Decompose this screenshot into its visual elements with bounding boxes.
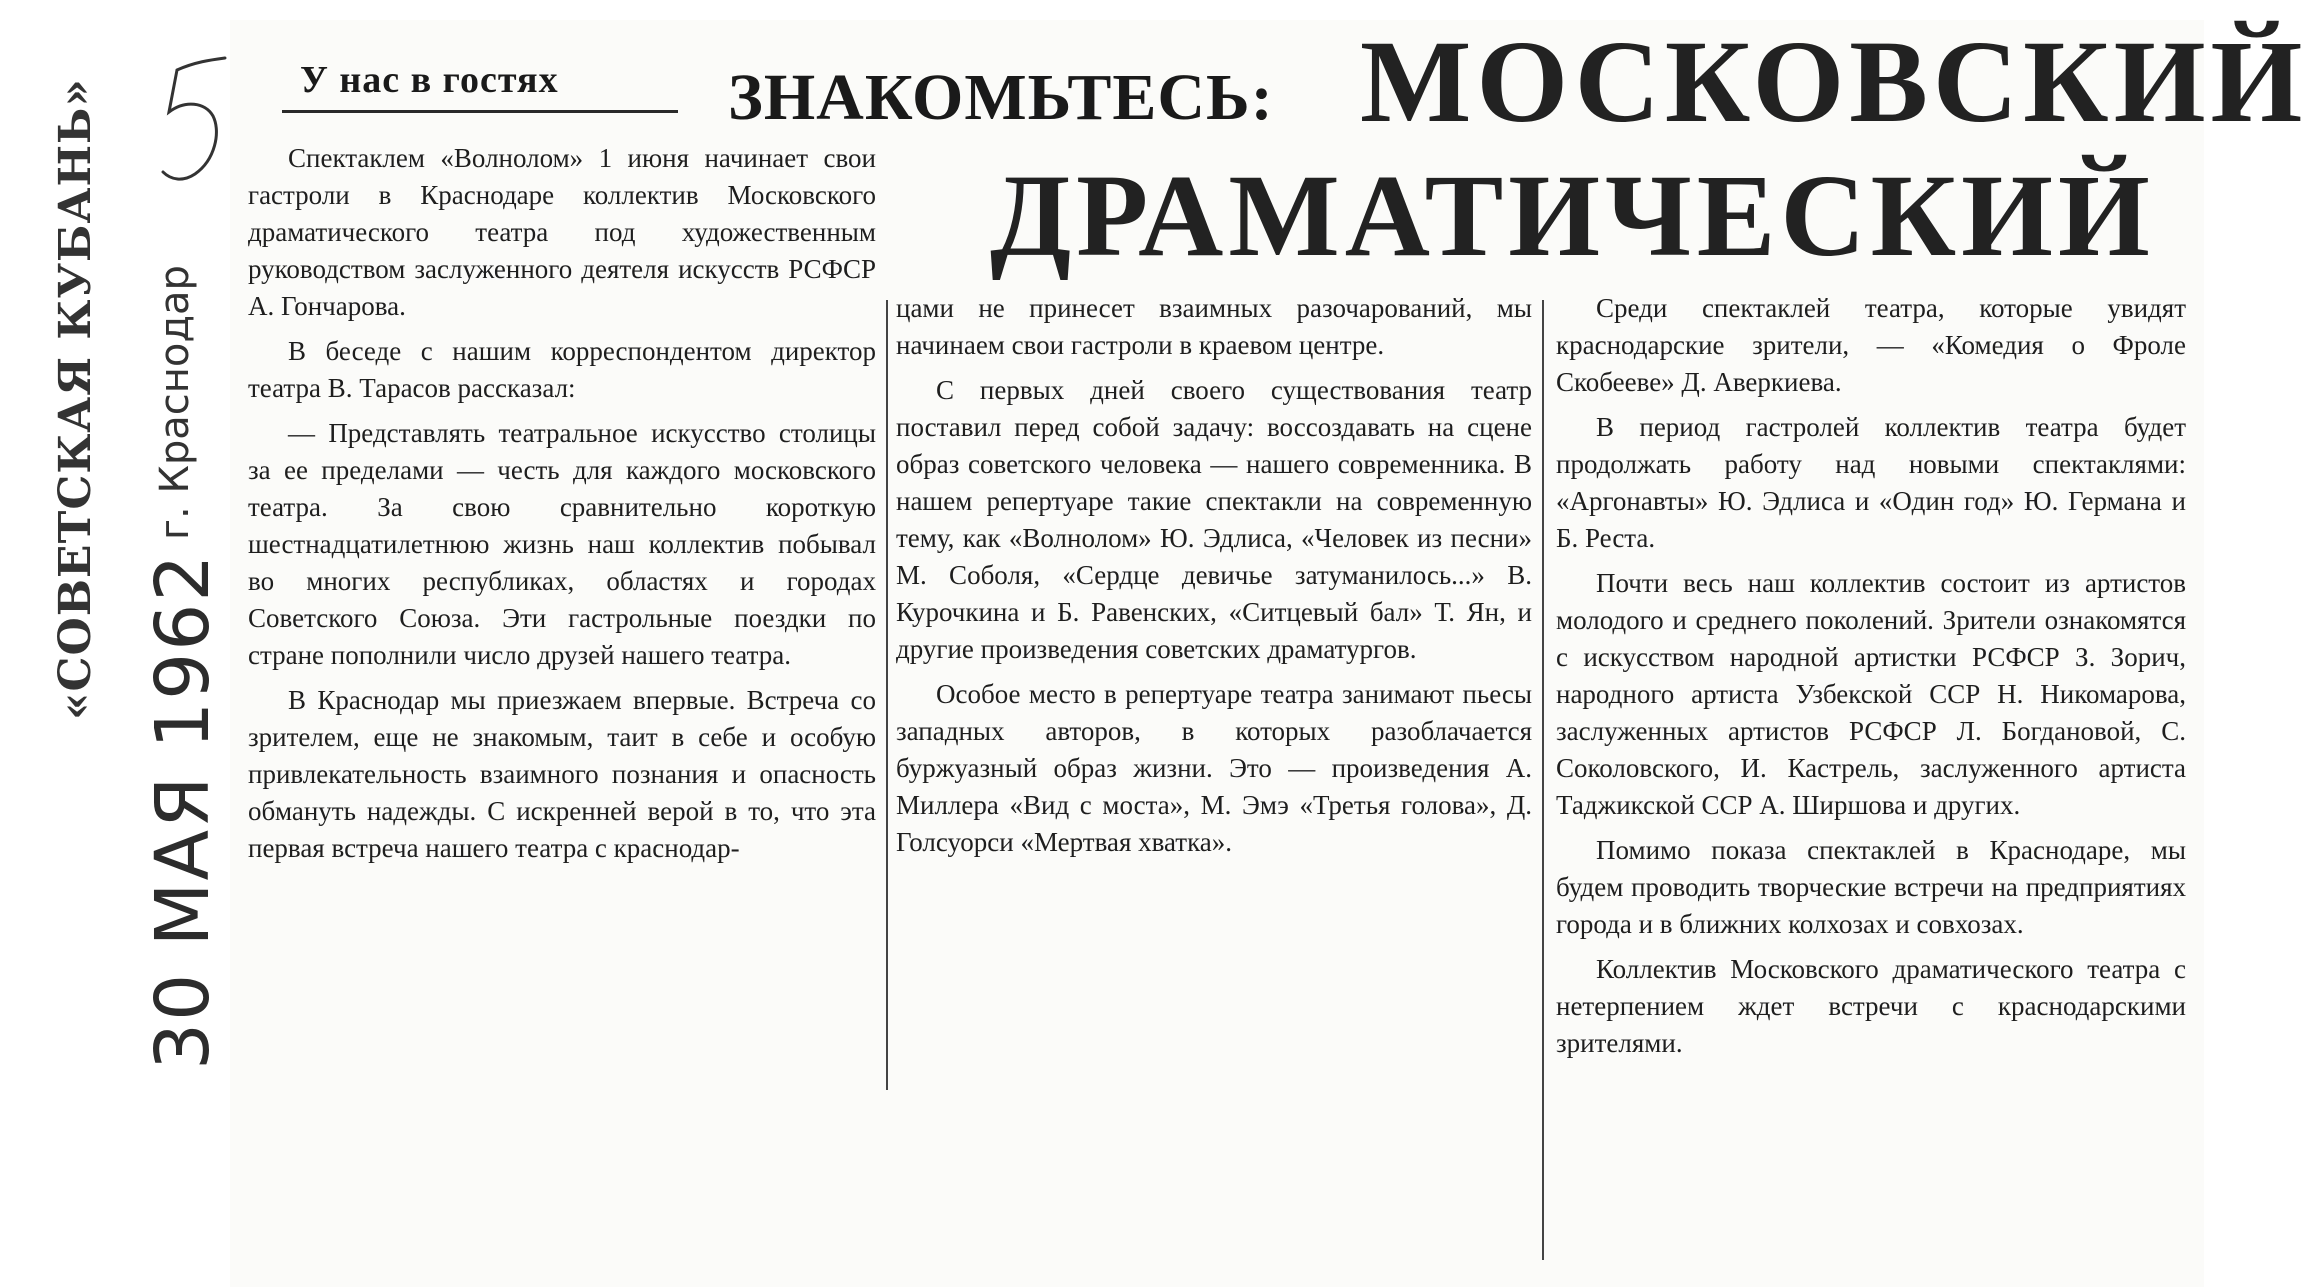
paragraph: цами не принесет взаимных разочарований, мы начинаем свои гастроли в краевом центре. bbox=[896, 293, 1532, 360]
column-divider bbox=[886, 300, 888, 1090]
paragraph: Среди спектаклей театра, которые увидят краснодарские зрители, — «Комедия о Фроле Скобееве» Д. Аверкиева. bbox=[1556, 293, 2186, 397]
paragraph: В период гастролей коллектив театра будет продолжать работу над новыми спектаклями: «Аргонавты» Ю. Эдлиса и «Один год» Ю. Германа и Б. Реста. bbox=[1556, 412, 2186, 553]
headline-line-2: ДРАМАТИЧЕСКИЙ bbox=[990, 150, 2155, 281]
stamp-newspaper-name: «СОВЕТСКАЯ КУБАНЬ» bbox=[50, 78, 101, 720]
paragraph: — Представлять театральное искусство столицы за ее пределами — честь для каждого московского театра. За свою сравнительно короткую шестнадцатилетнюю жизнь наш коллектив побывал во многих республиках, областях и городах Советского Союза. Эти гастрольные поездки по стране пополнили число друзей нашего театра. bbox=[248, 418, 876, 670]
paragraph: Коллектив Московского драматического театра с нетерпением ждет встречи с краснодарскими зрителями. bbox=[1556, 954, 2186, 1058]
paragraph: Особое место в репертуаре театра занимают пьесы западных авторов, в которых разоблачается буржуазный образ жизни. Это — произведения А. Миллера «Вид с моста», М. Эмэ «Третья голова», Д. Голсуорси «Мертвая хватка». bbox=[896, 679, 1532, 857]
stamp-city: г. Краснодар bbox=[152, 265, 198, 540]
article-column-1 bbox=[248, 140, 876, 875]
headline-line-1: МОСКОВСКИЙ bbox=[1360, 16, 2307, 147]
paragraph: Помимо показа спектаклей в Краснодаре, мы будем проводить творческие встречи на предприятиях города и в ближних колхозах и совхозах. bbox=[1556, 835, 2186, 939]
column-divider bbox=[1542, 300, 1544, 1260]
stamp-date: 30 МАЯ 1962 bbox=[140, 552, 226, 1070]
paragraph: Спектаклем «Волнолом» 1 июня начинает свои гастроли в Краснодаре коллектив Московского драматического театра под художественным руководством заслуженного деятеля искусств РСФСР А. Гончарова. bbox=[248, 143, 876, 321]
paragraph: Почти весь наш коллектив состоит из артистов молодого и среднего поколений. Зрители ознакомятся с искусством народной артистки РСФСР З. Зорич, народного артиста Узбекской ССР Н. Никомарова, заслуженных артистов РСФСР Л. Богдановой, С. Соколовского, И. Кастрель, заслуженного артиста Таджикской ССР А. Ширшова и других. bbox=[1556, 568, 2186, 820]
archive-stamp bbox=[20, 20, 240, 1070]
article-column-2 bbox=[896, 290, 1532, 869]
headline-intro: ЗНАКОМЬТЕСЬ: bbox=[728, 61, 1274, 134]
article-column-3 bbox=[1556, 290, 2186, 1070]
paragraph: С первых дней своего существования театр поставил перед собой задачу: воссоздавать на сцене образ советского человека — нашего современника. В нашем репертуаре такие спектакли на современную тему, как «Волнолом» Ю. Эдлиса, «Человек из песни» М. Соболя, «Сердце девичье затуманилось...» В. Курочкина и Б. Равенских, «Ситцевый бал» Т. Ян, и другие произведения советских драматургов. bbox=[896, 375, 1532, 664]
paragraph: В Краснодар мы приезжаем впервые. Встреча со зрителем, еще не знакомым, таит в себе и особую привлекательность взаимного познания и опасность обмануть надежды. С искренней верой в то, что эта первая встреча нашего театра с краснодар- bbox=[248, 685, 876, 863]
handwritten-mark bbox=[155, 50, 245, 200]
paragraph: В беседе с нашим корреспондентом директор театра В. Тарасов рассказал: bbox=[248, 336, 876, 403]
rubric-label: У нас в гостях bbox=[300, 59, 559, 101]
rubric-underline bbox=[282, 110, 678, 113]
